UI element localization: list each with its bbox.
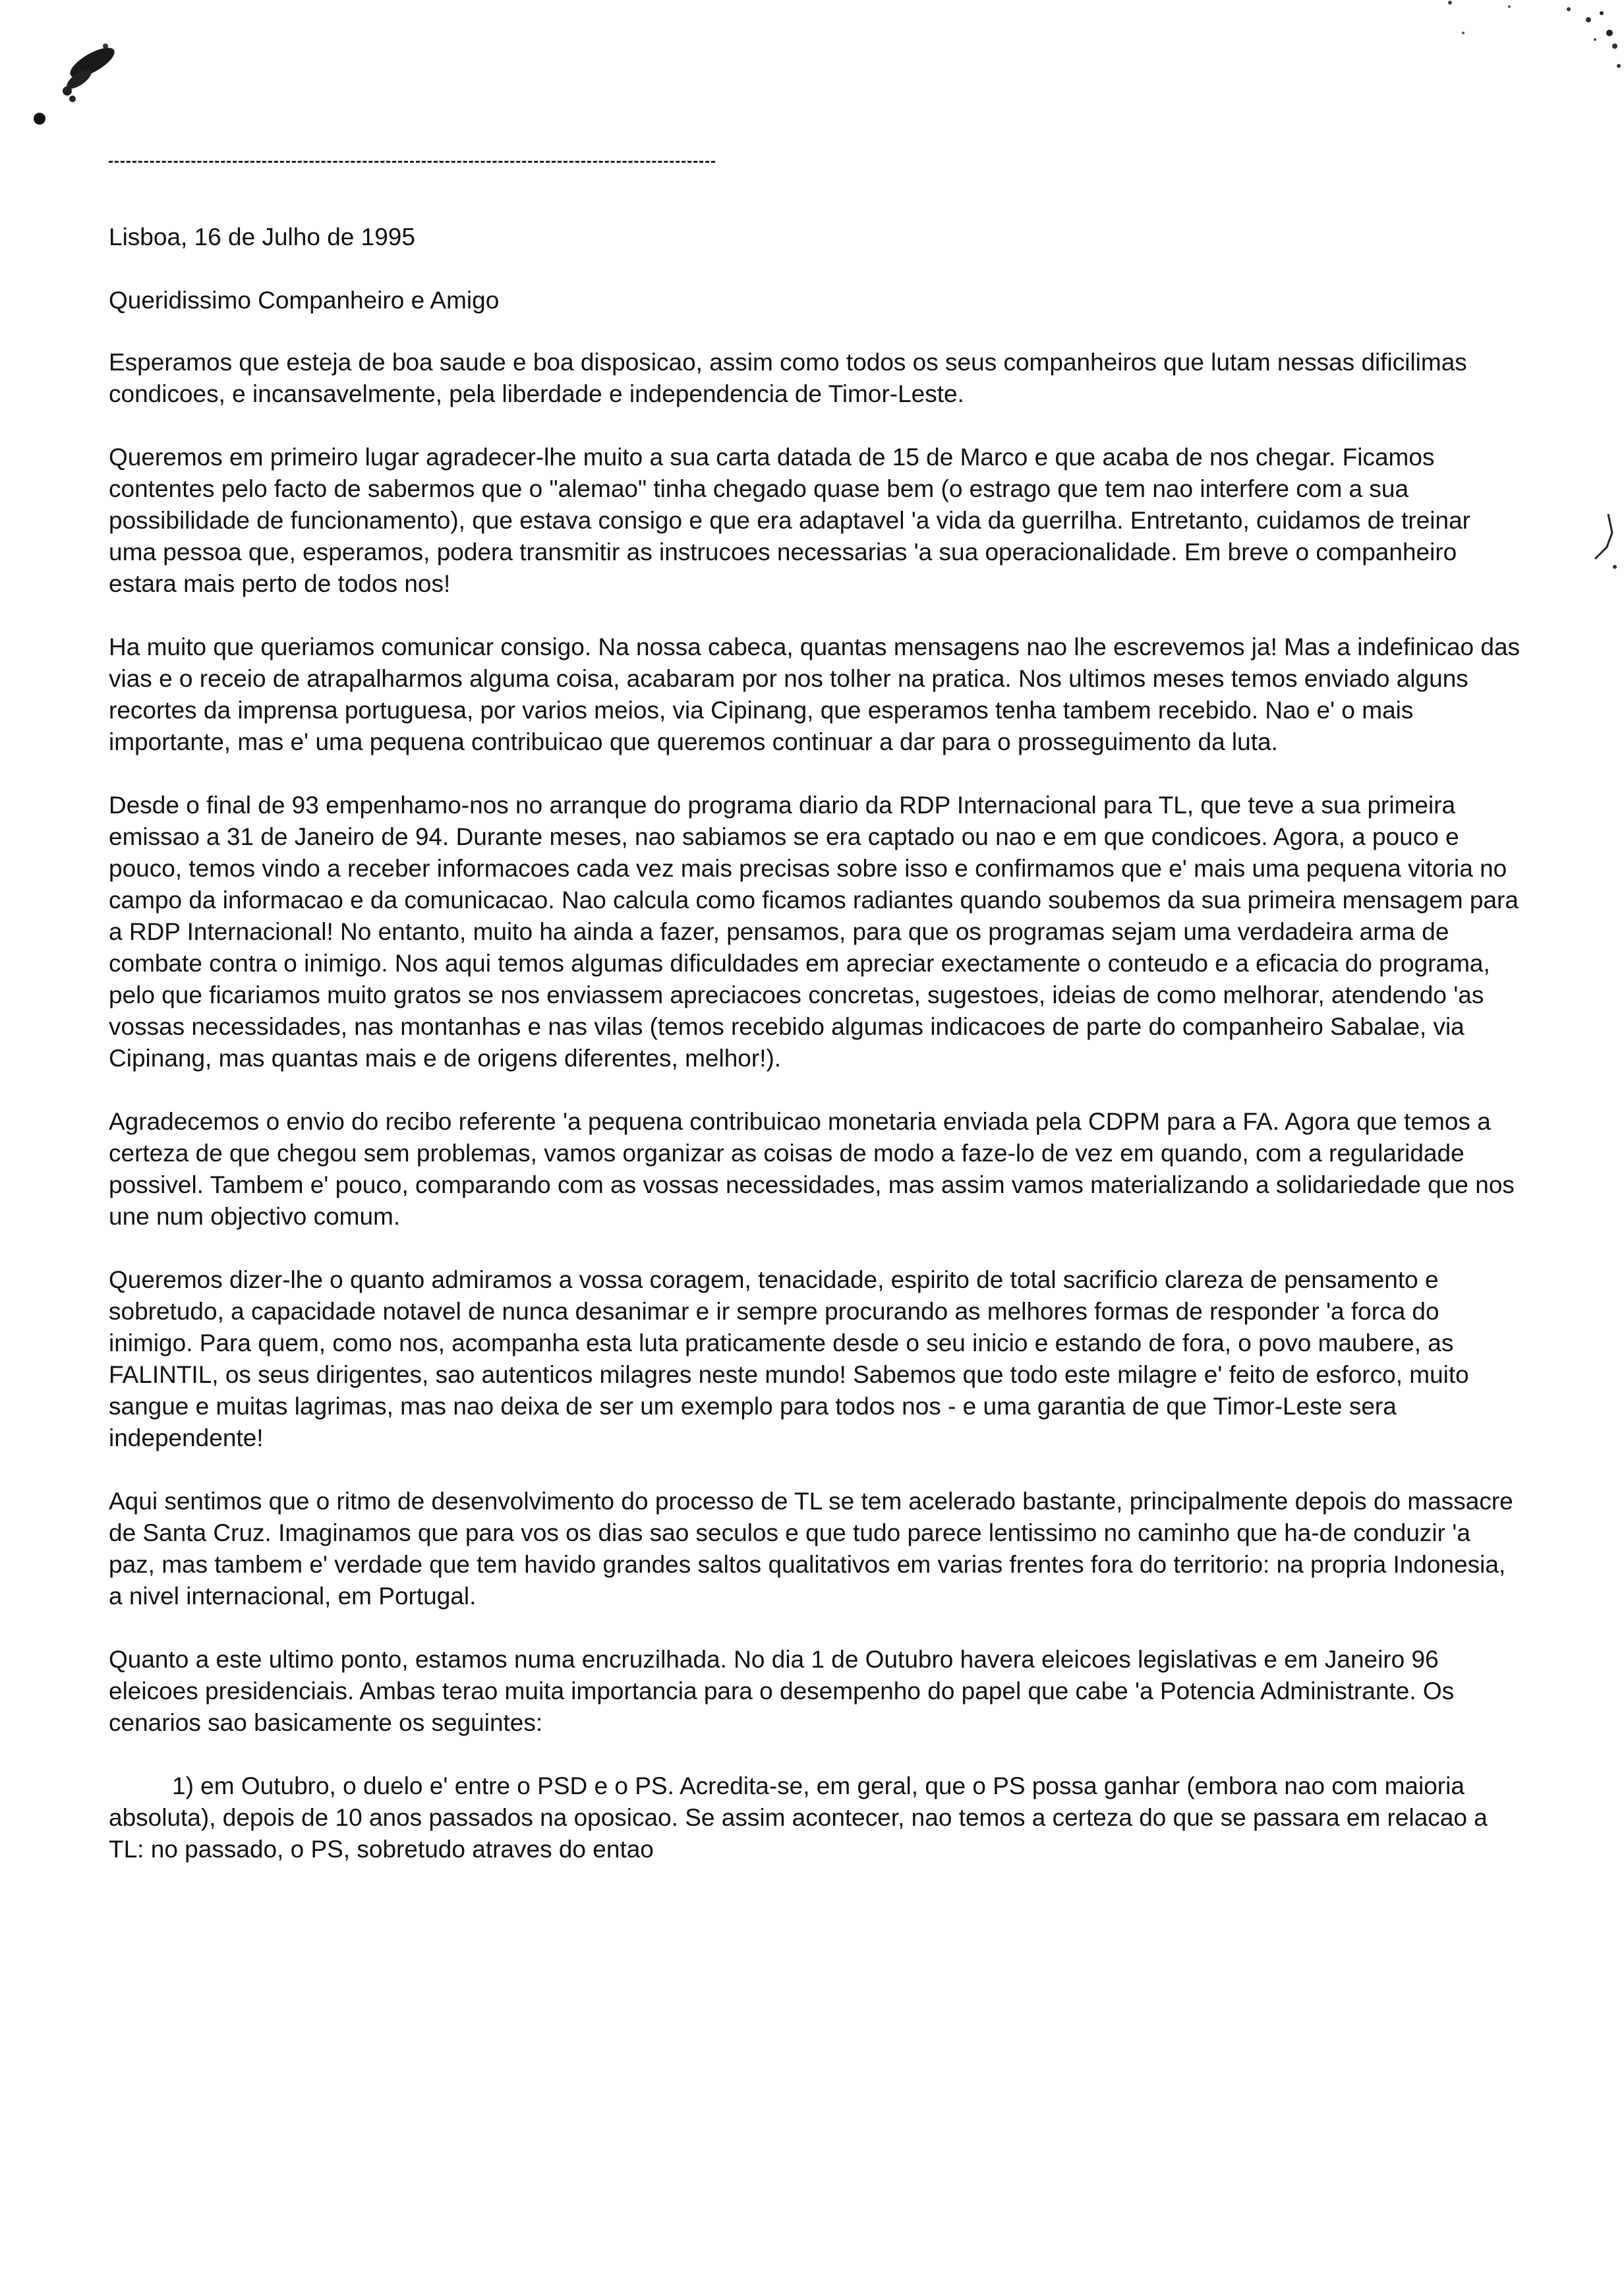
scan-blot-top-right	[1437, 0, 1624, 105]
date-line: Lisboa, 16 de Julho de 1995	[109, 223, 415, 250]
paragraph-1: Esperamos que esteja de boa saude e boa disposicao, assim como todos os seus companheiros que lutam nessas dificilimas condicoes, e incansavelmente, pela liberdade e independencia de Timor-Leste.	[109, 349, 1467, 407]
separator-line	[109, 161, 715, 163]
salutation: Queridissimo Companheiro e Amigo	[109, 287, 500, 314]
scan-edge-mark	[1582, 501, 1624, 580]
paragraph-4: Desde o final de 93 empenhamo-nos no arranque do programa diario da RDP Internacional para TL, que teve a sua primeira emissao a 31 de Janeiro de 94. Durante meses, nao sabiamos se era captado ou nao e em que condicoes. Agora, a pouco e pouco, temos vindo a receber informacoes cada vez mais precisas sobre isso e confirmamos que e' mais uma pequena vitoria no campo da informacao e da comunicacao. Nao calcula como ficamos radiantes quando soubemos da sua primeira mensagem para a RDP Internacional! No entanto, muito ha ainda a fazer, pensamos, para que os programas sejam uma verdadeira arma de combate contra o inimigo. Nos aqui temos algumas dificuldades em apreciar exectamente o conteudo e a eficacia do programa, pelo que ficariamos muito gratos se nos enviassem apreciacoes concretas, sugestoes, ideias de como melhorar, atendendo 'as vossas necessidades, nas montanhas e nas vilas (temos recebido algumas indicacoes de parte do companheiro Sabalae, via Cipinang, mas quantas mais e de origens diferentes, melhor!).	[109, 792, 1519, 1072]
paragraph-2: Queremos em primeiro lugar agradecer-lhe muito a sua carta datada de 15 de Marco e que acaba de nos chegar. Ficamos contentes pelo facto de sabermos que o "alemao" tinha chegado quase bem (o estrago que tem nao interfere com a sua possibilidade de funcionamento), que estava consigo e que era adaptavel 'a vida da guerrilha. Entretanto, cuidamos de treinar uma pessoa que, esperamos, podera transmitir as instrucoes necessarias 'a sua operacionalidade. Em breve o companheiro estara mais perto de todos nos!	[109, 444, 1471, 597]
paragraph-7: Aqui sentimos que o ritmo de desenvolvimento do processo de TL se tem acelerado bastante, principalmente depois do massacre de Santa Cruz. Imaginamos que para vos os dias sao seculos e que tudo parece lentissimo no caminho que ha-de conduzir 'a paz, mas tambem e' verdade que tem havido grandes saltos qualitativos em varias frentes fora do territorio: na propria Indonesia, a nivel internacional, em Portugal.	[109, 1488, 1513, 1610]
paragraph-5: Agradecemos o envio do recibo referente 'a pequena contribuicao monetaria enviada pela CDPM para a FA. Agora que temos a certeza de que chegou sem problemas, vamos organizar as coisas de modo a faze-lo de vez em quando, com a regularidade possivel. Tambem e' pouco, comparando com as vossas necessidades, mas assim vamos materializando a solidariedade que nos une num objectivo comum.	[109, 1108, 1515, 1230]
paragraph-6: Queremos dizer-lhe o quanto admiramos a vossa coragem, tenacidade, espirito de total sacrificio clareza de pensamento e sobretudo, a capacidade notavel de nunca desanimar e ir sempre procurando as melhores formas de responder 'a forca do inimigo. Para quem, como nos, acompanha esta luta praticamente desde o seu inicio e estando de fora, o povo maubere, as FALINTIL, os seus dirigentes, sao autenticos milagres neste mundo! Sabemos que todo este milagre e' feito de esforco, muito sangue e muitas lagrimas, mas nao deixa de ser um exemplo para todos nos - e uma garantia de que Timor-Leste sera independente!	[109, 1266, 1469, 1451]
paragraph-3: Ha muito que queriamos comunicar consigo. Na nossa cabeca, quantas mensagens nao lhe escrevemos ja! Mas a indefinicao das vias e o receio de atrapalharmos alguma coisa, acabaram por nos tolher na pratica. Nos ultimos meses temos enviado alguns recortes da imprensa portuguesa, por varios meios, via Cipinang, que esperamos tenha tambem recebido. Nao e' o mais importante, mas e' uma pequena contribuicao que queremos continuar a dar para o prosseguimento da luta.	[109, 633, 1521, 755]
scan-blot-top-left	[26, 26, 125, 132]
letter-body	[109, 347, 1522, 1897]
paragraph-9: 1) em Outubro, o duelo e' entre o PSD e o PS. Acredita-se, em geral, que o PS possa ganhar (embora nao com maioria absoluta), depois de 10 anos passados na oposicao. Se assim acontecer, nao temos a certeza do que se passara em relacao a TL: no passado, o PS, sobretudo atraves do entao	[109, 1772, 1488, 1863]
paragraph-8: Quanto a este ultimo ponto, estamos numa encruzilhada. No dia 1 de Outubro havera eleicoes legislativas e em Janeiro 96 eleicoes presidenciais. Ambas terao muita importancia para o desempenho do papel que cabe 'a Potencia Administrante. Os cenarios sao basicamente os seguintes:	[109, 1646, 1455, 1736]
